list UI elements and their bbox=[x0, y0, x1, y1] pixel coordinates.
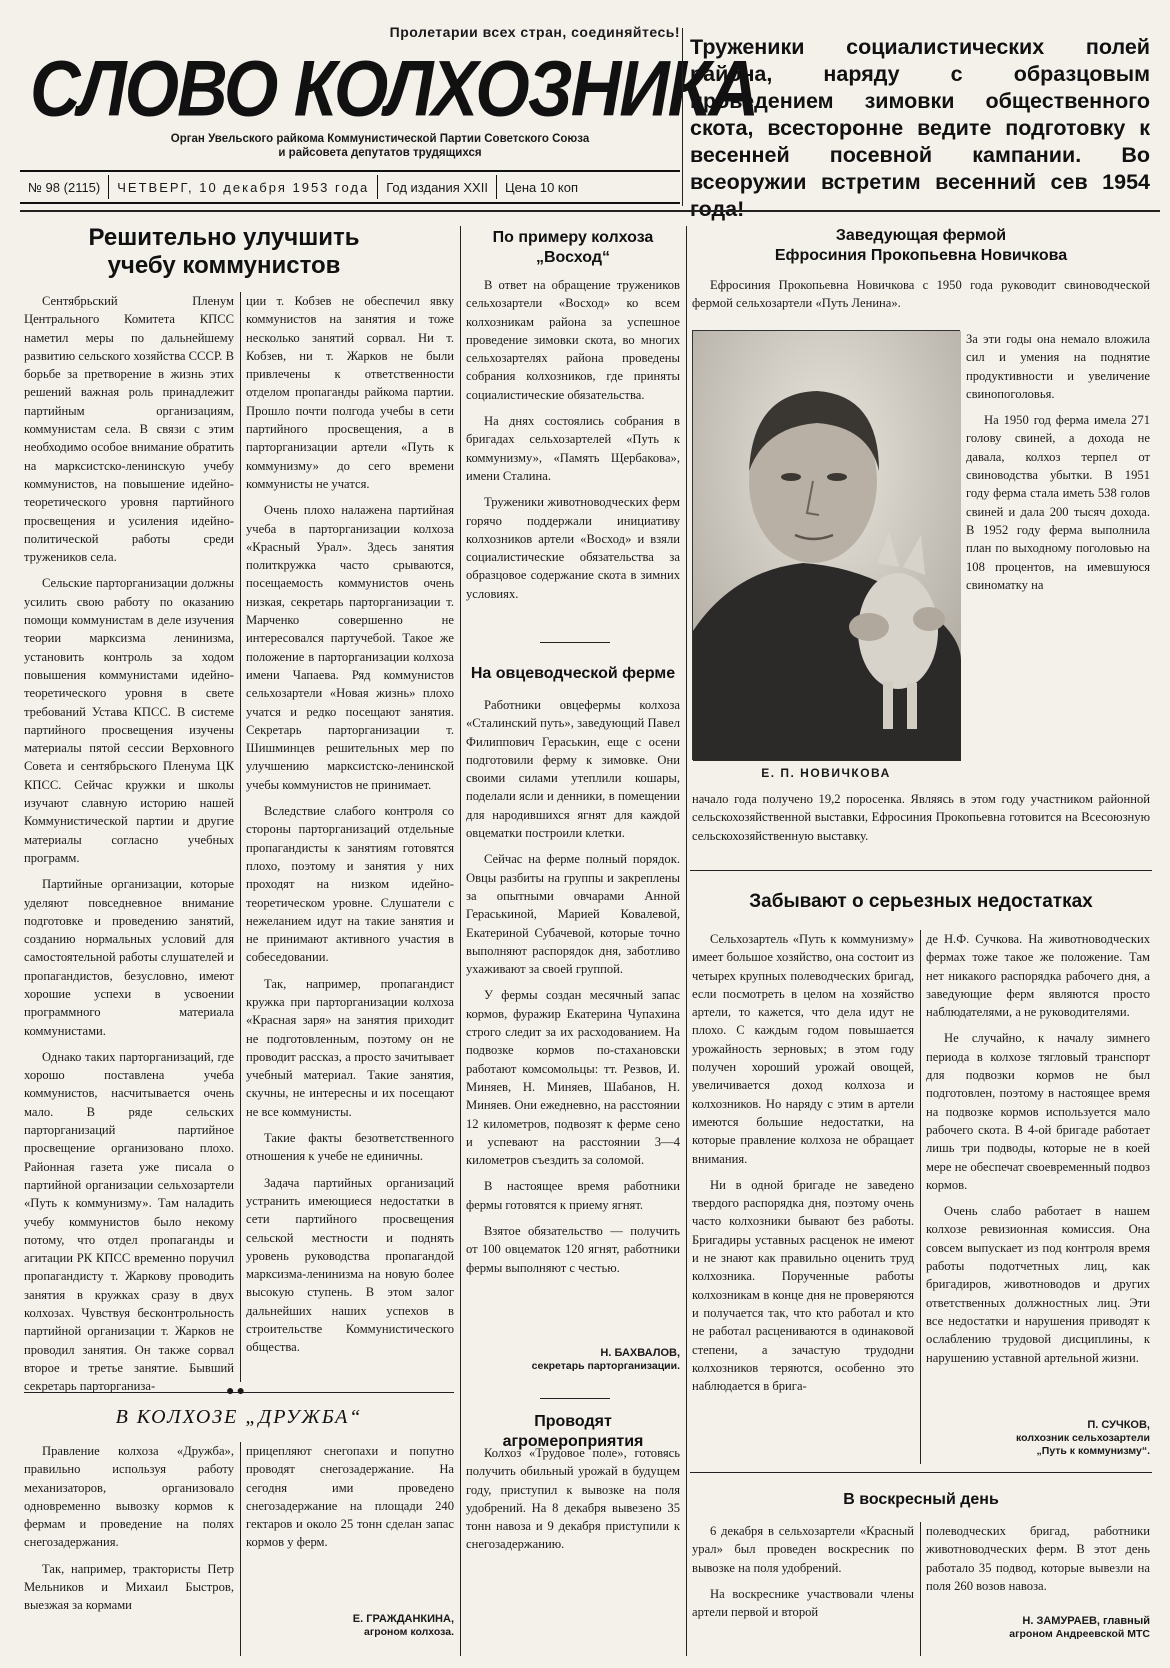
paragraph: Задача партийных организаций устранить имеющиеся недостатки в сети партийного просвещения сельской местности и поднять уровень руководства пропагандой марксизма-ленинизма на новую более высокую ступень. В этом залог дальнейших наших успехов в строительстве Коммунистического общества. bbox=[246, 1175, 454, 1355]
column-divider bbox=[240, 292, 241, 1382]
article1-headline-line1: Решительно улучшить bbox=[88, 224, 360, 251]
price: Цена 10 коп bbox=[504, 179, 579, 195]
article4-headline bbox=[692, 226, 1150, 266]
article2-headline-line1: По примеру колхоза bbox=[492, 229, 654, 246]
paragraph: Однако таких парторганизаций, где хорошо поставлена учеба коммунистов, насчитывается очень мало. В ряде сельских парторганизаций партийное просвещение организовано плохо. Районная газета уже писала о партийной организации сельхозартели «Путь к коммунизму». Там наладить учебу коммунистов было некому потому, что отдел пропаганды и агитации РК КПСС временно поручил пропагандисту т. Жаркову проводить занятия в кружках сразу в двух колхозах. Чувствуя бесконтрольность партийной организации т. Жарков не проводил занятия. Он также сорвал второе и третье занятие. Бывший секретарь парторганиза- bbox=[24, 1049, 234, 1394]
motto: Пролетарии всех стран, соединяйтесь! bbox=[389, 24, 680, 40]
paragraph: Очень плохо налажена партийная учеба в парторганизации колхоза «Красный Урал». Здесь занятия политкружка часто срываются, посещаемость коммунистов очень низкая, секретарь парторганизации т. Марченко совершенно не интересовался партучебой. Такое же положение в парторганизации колхоза имени Чапаева. Ряд коммунистов сельхозартели «Новая жизнь» плохо учатся и редко посещают занятия. Секретарь парторганизации т. Шишминцев решительных мер по улучшению марксистско-ленинской учебы коммунистов не принимает. bbox=[246, 503, 454, 792]
article1-column1 bbox=[24, 292, 234, 1394]
paragraph: Правление колхоза «Дружба», правильно используя работу механизаторов, организовало одновременно вывозку кормов к фермам и проведение на полях снегозадержания. bbox=[24, 1444, 234, 1550]
article4-tail bbox=[692, 790, 1150, 862]
subtitle-line-2: и райсовета депутатов трудящихся bbox=[278, 147, 482, 159]
article8-column2 bbox=[926, 1522, 1150, 1602]
article3-signature bbox=[466, 1346, 680, 1373]
publication-year: Год издания XXII bbox=[386, 179, 488, 195]
paragraph: начало года получено 19,2 поросенка. Являясь в этом году участником районной сельскохозяйственной выставки, Ефросиния Прокопьевна готовится на Всесоюзную сельскохозяйственную выставку. bbox=[692, 792, 1150, 843]
article6-column2 bbox=[246, 1442, 454, 1592]
paragraph: Работники овцефермы колхоза «Сталинский путь», заведующий Павел Филиппович Гераськин, еще с осени подготовили ферму к зимовке. Они своими силами утеплили кошары, поделали ясли и денники, в помещении для народившихся ягнят для каждой овцематки построили клетки. bbox=[466, 698, 680, 841]
article5-column1 bbox=[692, 930, 914, 1464]
issue-number: № 98 (2115) bbox=[28, 179, 101, 195]
article1-headline-line2: учебу коммунистов bbox=[107, 252, 341, 279]
paragraph: Труженики животноводческих ферм горячо поддержали инициативу колхозников артели «Восход» и взяли социалистические обязательства за образцовое содержание скота в зимних условиях. bbox=[466, 495, 680, 601]
author-role: агроном Андреевской МТС bbox=[1009, 1628, 1150, 1640]
paragraph: Очень слабо работает в нашем колхозе ревизионная комиссия. Она совсем выпускает из под контроля время работы подотчетных лиц, как бригадиров, животноводов и других ответственных должностных лиц. Эти все недостатки и нарушения приводят к ослаблению трудовой дисциплины, к нарушению уставной артельной жизни. bbox=[926, 1204, 1150, 1365]
paragraph: Партийные организации, которые уделяют повседневное внимание подготовке и проведению занятий, созданию нормальных условий для самостоятельной работы слушателей и пропагандистов, безусловно, имеют хорошие успехи в усвоении программного материала коммунистами. bbox=[24, 877, 234, 1038]
paragraph: У фермы создан месячный запас кормов, фуражир Екатерина Чупахина строго следит за их расходованием. На подвозке кормов по-стахановски работают комсомольцы: тт. Резвов, И. Миняев, Н. Миняев, Шабанов, Н. Миняев. Они ежедневно, на расстоянии 12 километров, подвозят к ферме сено и успевают на расстоянии 3—4 километров съездить за соломой. bbox=[466, 988, 680, 1168]
paragraph: прицепляют снегопахи и попутно проводят снегозадержание. На сегодня ими проведено снегозадержание на площади 240 гектаров и около 25 тонн сделан запас кормов у ферм. bbox=[246, 1444, 454, 1550]
article6-column1 bbox=[24, 1442, 234, 1660]
paragraph: полеводческих бригад, работники животноводческих ферм. В этот день работало 35 подвод, которые вывезли на поля 260 возов навоза. bbox=[926, 1524, 1150, 1593]
paragraph: Сельские парторганизации должны усилить свою работу по оказанию помощи коммунистам в деле изучения теории марксизма ленинизма, установить контроль за ходом повышения коммунистами идейно-теоретического уровня в свете требований Устава КПСС. В системе партийного просвещения изучены материалы пятой сессии Верховного Совета и сентябрьского Пленума ЦК КПСС. Сейчас кружки и школы изучают славную историю нашей Коммунистической партии и другие материалы согласно учебных программ. bbox=[24, 576, 234, 865]
article2-body bbox=[466, 276, 680, 622]
paragraph: На днях состоялись собрания в бригадах сельхозартелей «Путь к коммунизму», «Память Щербакова», имени Сталина. bbox=[466, 414, 680, 483]
article2-headline bbox=[466, 228, 680, 268]
paragraph: В настоящее время работники фермы готовятся к приему ягнят. bbox=[466, 1179, 680, 1212]
column-divider bbox=[460, 226, 461, 1656]
photo-caption: Е. П. НОВИЧКОВА bbox=[761, 766, 891, 780]
article6-headline: В КОЛХОЗЕ „ДРУЖБА“ bbox=[115, 1406, 363, 1428]
article4-side-column bbox=[966, 330, 1150, 782]
article4-lead bbox=[692, 276, 1150, 328]
article8-headline: В воскресный день bbox=[843, 1491, 999, 1508]
subtitle-line-1: Орган Увельского райкома Коммунистической Партии Советского Союза bbox=[170, 133, 590, 145]
paragraph: Взятое обязательство — получить от 100 овцематок 120 ягнят, работники фермы выполняют с честью. bbox=[466, 1224, 680, 1275]
column-divider bbox=[240, 1442, 241, 1656]
article3-headline: На овцеводческой ферме bbox=[470, 665, 676, 682]
paragraph: 6 декабря в сельхозартели «Красный урал» был проведен воскресник по вывозке на поля удобрений. bbox=[692, 1524, 914, 1575]
paragraph: Вследствие слабого контроля со стороны парторганизаций отдельные пропагандисты к занятиям готовятся плохо, поэтому и занятия у них проходят на низком идейно-теоретическом уровне. Слушатели с нежеланием идут на такие занятия и не принимают активного участия в собеседовании. bbox=[246, 804, 454, 965]
section-rule bbox=[690, 870, 1152, 871]
article4-headline-line2: Ефросиния Прокопьевна Новичкова bbox=[774, 247, 1068, 264]
paragraph: де Н.Ф. Сучкова. На животноводческих фермах тоже такое же положение. Там нет никакого распорядка рабочего дня, а заведующие ферм являются просто наблюдателями, а не руководителями. bbox=[926, 932, 1150, 1020]
author-name: Е. ГРАЖДАНКИНА, bbox=[352, 1613, 454, 1625]
short-rule bbox=[540, 1398, 610, 1399]
section-rule bbox=[690, 1472, 1152, 1473]
paragraph: Сентябрьский Пленум Центрального Комитета КПСС наметил меры по дальнейшему развитию сельского хозяйства СССР. В борьбе за претворение в жизнь этих решений важная роль принадлежит партийным организациям, коммунистам села. В связи с этим необходимо особое внимание обратить на марксистско-ленинскую учебу коммунистов, на повышение идейно-теоретического уровня партийного просвещения и усиления идейно-политической работы среди тружеников села. bbox=[24, 294, 234, 565]
author-role: агроном колхоза. bbox=[364, 1626, 454, 1638]
column-divider bbox=[920, 1522, 921, 1656]
issue-date: ЧЕТВЕРГ, 10 декабря 1953 года bbox=[117, 179, 370, 195]
paragraph: На воскреснике участвовали члены артели первой и второй bbox=[692, 1586, 914, 1620]
article7-headline: Проводят агромероприятия bbox=[502, 1413, 644, 1450]
author-role: „Путь к коммунизму“. bbox=[1036, 1445, 1150, 1457]
top-rule bbox=[20, 210, 1160, 212]
newspaper-title: СЛОВО КОЛХОЗНИКА bbox=[30, 44, 758, 133]
newspaper-subtitle bbox=[100, 132, 660, 160]
paragraph: Ни в одной бригаде не заведено твердого распорядка дня, поэтому очень часто колхозники бывают без работы. Бригадиры уставных расценок не имеют и не знают как правильно оценить труд колхозника. Порученные работы колхозникам в конце дня не проверяются и получается так, что кто работал и кто не работал расцениваются в одинаковой степени, а зачастую трудодни колхозников теряются, особенно это наблюдается в брига- bbox=[692, 1177, 914, 1394]
paragraph: В ответ на обращение тружеников сельхозартели «Восход» ко всем колхозникам района за успешное проведение зимовки скота, во многих сельхозартелях района проведены собрания колхозников, где приняты социалистические обязательства. bbox=[466, 278, 680, 402]
article8-signature bbox=[926, 1614, 1150, 1641]
article4-headline-line1: Заведующая фермой bbox=[835, 227, 1007, 244]
masthead-divider bbox=[682, 28, 683, 206]
article5-headline: Забывают о серьезных недостатках bbox=[749, 891, 1093, 912]
author-name: Н. ЗАМУРАЕВ, главный bbox=[1022, 1615, 1150, 1627]
paragraph: ции т. Кобзев не обеспечил явку коммунистов на занятия и тоже несколько занятий сорвал. Ни т. Кобзев, ни т. Жарков не были привлечены к ответственности отделом пропаганды райкома партии. Прошло почти полгода учебы в сети партийного просвещения, а в парторганизации артели «Путь к коммунизму» до сего времени коммунисты не учатся. bbox=[246, 294, 454, 491]
paragraph: Ефросиния Прокопьевна Новичкова с 1950 года руководит свиноводческой фермой сельхозартели «Путь Ленина». bbox=[692, 278, 1150, 311]
paragraph: Сельхозартель «Путь к коммунизму» имеет большое хозяйство, она состоит из четырех крупных полеводческих бригад, если посмотреть в целом на хозяйство артели, то кажется, что дела идут не плохо. С каждым годом повышается урожайность зерновых; в этом году получен хороший урожай овощей, увеличивается доход колхоза и колхозников. Но наряду с этим в артели имеются большие недостатки, на которые правление колхоза не обращает внимания. bbox=[692, 932, 914, 1166]
portrait-image bbox=[693, 331, 961, 761]
paragraph: За эти годы она немало вложила сил и умения на поднятие продуктивности и увеличение свинопоголовья. bbox=[966, 332, 1150, 401]
author-name: Н. БАХВАЛОВ, bbox=[600, 1347, 680, 1359]
article8-column1 bbox=[692, 1522, 914, 1660]
article3-body bbox=[466, 696, 680, 1338]
info-bar bbox=[20, 170, 680, 204]
author-role: колхозник сельхозартели bbox=[1016, 1432, 1150, 1444]
paragraph: Колхоз «Трудовое поле», готовясь получить обильный урожай в будущем году, приступил к вывозке на поля удобрений. На 8 декабря вывезено 35 тонн навоза и 9 декабря приступили к снегозадержанию. bbox=[466, 1446, 680, 1552]
article1-headline bbox=[24, 224, 424, 280]
short-rule bbox=[540, 642, 610, 643]
author-role: секретарь парторганизации. bbox=[531, 1360, 680, 1372]
ornament-icon: ●● bbox=[226, 1384, 247, 1399]
paragraph: Сейчас на ферме полный порядок. Овцы разбиты на группы и закреплены за опытными овчарами Анной Гераськиной, Марией Ковалевой, Екатериной Субачевой, которые точно выполняют распорядок дня, заботливо ухаживают за своей группой. bbox=[466, 852, 680, 977]
author-name: П. СУЧКОВ, bbox=[1087, 1419, 1150, 1431]
article5-column2 bbox=[926, 930, 1150, 1412]
paragraph: Так, например, пропагандист кружка при парторганизации колхоза «Красная заря» на занятия приходит не подготовленным, поэтому он не проводит рассказ, а просто зачитывает учебный материал. Такие занятия, скучны, не интересны и их посещают не все коммунисты. bbox=[246, 976, 454, 1119]
portrait-photo bbox=[692, 330, 960, 760]
slogan: Труженики социалистических полей района, наряду с образцовым проведением зимовки общественного скота, всесторонне ведите подготовку к весенней посевной кампании. Во всеоружии встретим весенний сев 1954 года! bbox=[690, 35, 1150, 221]
paragraph: Так, например, трактористы Петр Мельников и Михаил Быстров, выезжая за кормами bbox=[24, 1561, 234, 1613]
article1-column2 bbox=[246, 292, 454, 1382]
column-divider bbox=[686, 226, 687, 1656]
paragraph: На 1950 год ферма имела 271 голову свиней, а дохода не давала, колхоз терпел от свиноводства убытки. В 1951 году ферма стала иметь 538 голов свиней и дала 200 тысяч дохода. В 1952 году ферма выполнила план по выходному поголовью на 108 процентов, на имевшуюся свиноматку на bbox=[966, 413, 1150, 592]
column-divider bbox=[920, 930, 921, 1464]
article6-signature bbox=[246, 1612, 454, 1639]
masthead bbox=[20, 20, 758, 170]
paragraph: Не случайно, к началу зимнего периода в колхозе тягловый транспорт для подвозки кормов не был подготовлен, поэтому в настоящее время на подвозке кормов используется мало рабочего скота. В 4-ой бригаде работает лишь три подводы, которые не в коей мере не обеспечат своевременный подвоз кормов. bbox=[926, 1031, 1150, 1192]
article5-signature bbox=[926, 1418, 1150, 1458]
article2-headline-line2: „Восход“ bbox=[535, 249, 611, 266]
paragraph: Такие факты безответственного отношения к учебе не единичны. bbox=[246, 1131, 454, 1164]
article7-body bbox=[466, 1444, 680, 1660]
